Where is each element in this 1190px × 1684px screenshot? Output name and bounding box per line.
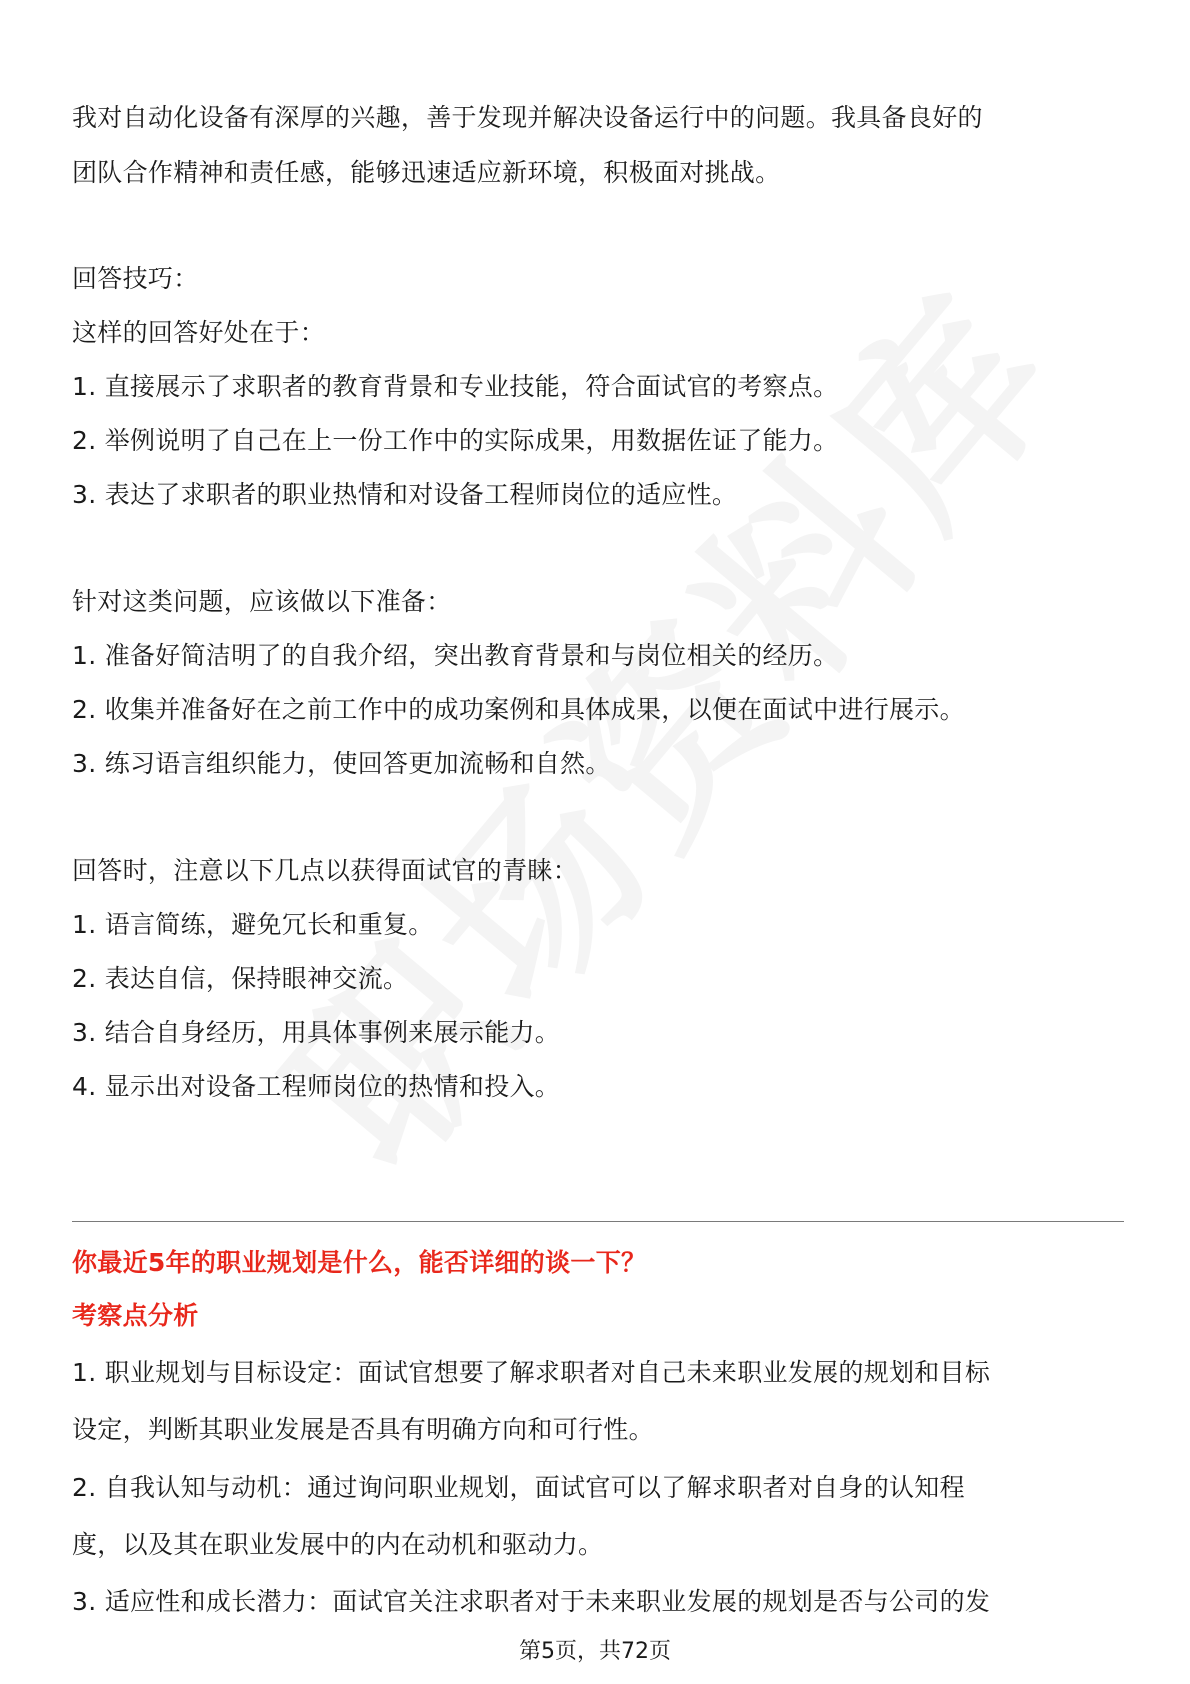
prep-item: 2. 收集并准备好在之前工作中的成功案例和具体成果，以便在面试中进行展示。 bbox=[72, 695, 965, 724]
tips-heading: 回答技巧： bbox=[72, 264, 199, 293]
analysis-line: 设定，判断其职业发展是否具有明确方向和可行性。 bbox=[72, 1415, 654, 1444]
notes-heading: 回答时，注意以下几点以获得面试官的青睐： bbox=[72, 856, 579, 885]
analysis-line: 度，以及其在职业发展中的内在动机和驱动力。 bbox=[72, 1530, 604, 1559]
question-heading: 你最近5年的职业规划是什么，能否详细的谈一下？ bbox=[72, 1248, 647, 1277]
tip-item: 3. 表达了求职者的职业热情和对设备工程师岗位的适应性。 bbox=[72, 480, 738, 509]
section-divider bbox=[72, 1221, 1124, 1222]
analysis-line: 2. 自我认知与动机：通过询问职业规划，面试官可以了解求职者对自身的认知程 bbox=[72, 1473, 965, 1502]
note-item: 2. 表达自信，保持眼神交流。 bbox=[72, 964, 409, 993]
tip-item: 1. 直接展示了求职者的教育背景和专业技能，符合面试官的考察点。 bbox=[72, 372, 839, 401]
tips-lead: 这样的回答好处在于： bbox=[72, 318, 326, 347]
prep-item: 1. 准备好简洁明了的自我介绍，突出教育背景和与岗位相关的经历。 bbox=[72, 641, 839, 670]
note-item: 1. 语言简练，避免冗长和重复。 bbox=[72, 910, 434, 939]
analysis-line: 3. 适应性和成长潜力：面试官关注求职者对于未来职业发展的规划是否与公司的发 bbox=[72, 1587, 991, 1616]
prep-heading: 针对这类问题，应该做以下准备： bbox=[72, 587, 452, 616]
note-item: 4. 显示出对设备工程师岗位的热情和投入。 bbox=[72, 1072, 561, 1101]
tip-item: 2. 举例说明了自己在上一份工作中的实际成果，用数据佐证了能力。 bbox=[72, 426, 839, 455]
intro-line: 我对自动化设备有深厚的兴趣，善于发现并解决设备运行中的问题。我具备良好的 bbox=[72, 103, 983, 132]
intro-line: 团队合作精神和责任感，能够迅速适应新环境，积极面对挑战。 bbox=[72, 158, 781, 187]
note-item: 3. 结合自身经历，用具体事例来展示能力。 bbox=[72, 1018, 561, 1047]
analysis-heading: 考察点分析 bbox=[72, 1301, 199, 1330]
page-footer: 第5页，共72页 bbox=[519, 1639, 671, 1664]
prep-item: 3. 练习语言组织能力，使回答更加流畅和自然。 bbox=[72, 749, 611, 778]
analysis-line: 1. 职业规划与目标设定：面试官想要了解求职者对自己未来职业发展的规划和目标 bbox=[72, 1358, 991, 1387]
